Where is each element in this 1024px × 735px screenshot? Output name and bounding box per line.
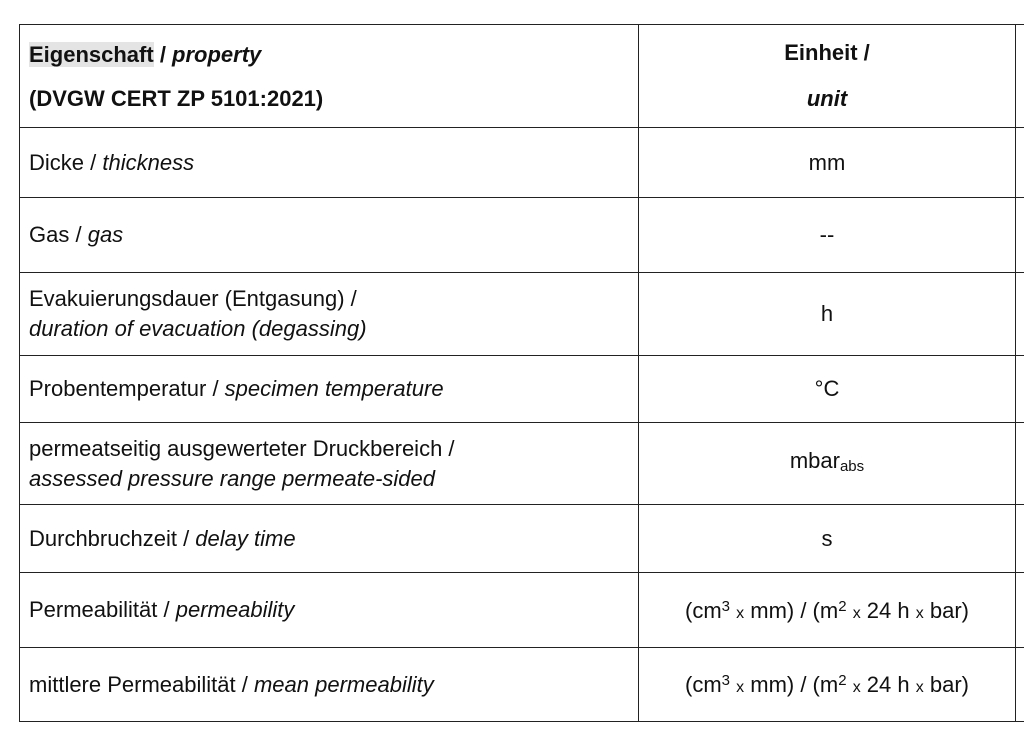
unit-part: bar): [923, 597, 969, 623]
property-separator: /: [84, 149, 103, 175]
property-cell: [20, 505, 639, 573]
property-cell: [20, 648, 639, 722]
extra-column-cell: [1016, 273, 1024, 356]
table-row-thickness: [20, 128, 1024, 198]
property-de: Permeabilität: [29, 597, 158, 622]
property-de: Dicke: [29, 149, 85, 175]
property-en: thickness: [102, 149, 195, 175]
table-header-row: [20, 25, 1024, 128]
property-de: Probentemperatur: [29, 376, 207, 401]
property-separator: /: [69, 222, 88, 247]
table-row-pressure-range: [20, 423, 1024, 505]
unit-main: mbar: [789, 447, 840, 473]
property-en: mean permeability: [253, 671, 434, 697]
property-en: delay time: [195, 525, 296, 551]
unit-cell: [639, 573, 1016, 648]
unit-times: x: [852, 679, 861, 696]
table-row-mean-permeability: [20, 648, 1024, 722]
property-en: specimen temperature: [224, 376, 444, 401]
table-row-delay-time: [20, 505, 1024, 573]
extra-column-cell: [1016, 356, 1024, 423]
property-de: Durchbruchzeit: [29, 525, 177, 551]
property-en: assessed pressure range permeate-sided: [29, 465, 436, 491]
unit-times: x: [736, 604, 745, 622]
unit-times: x: [736, 679, 745, 696]
extra-column-cell: [1016, 128, 1024, 198]
extra-column-cell: [1016, 198, 1024, 273]
property-separator: /: [206, 376, 225, 401]
unit-cell: [639, 648, 1016, 722]
property-de: Evakuierungsdauer (Entgasung) /: [29, 286, 357, 311]
property-cell: [20, 423, 639, 505]
unit-superscript: 2: [838, 597, 847, 615]
header-unit-cell: [639, 25, 1016, 128]
header-property-cell: [20, 25, 639, 128]
extra-column-cell: [1016, 573, 1024, 648]
table-row-permeability: [20, 573, 1024, 648]
unit-part: 24 h: [860, 672, 916, 697]
unit-part: (cm: [685, 672, 722, 697]
property-cell: [20, 273, 639, 356]
property-separator: /: [176, 525, 196, 551]
property-en: permeability: [175, 597, 295, 622]
property-cell: [20, 128, 639, 198]
table-row-temperature: [20, 356, 1024, 423]
header-standard: (DVGW CERT ZP 5101:2021): [29, 86, 324, 111]
property-separator: /: [157, 597, 176, 622]
unit-superscript: 2: [838, 672, 847, 689]
property-en: gas: [87, 222, 124, 247]
unit-cell: mm: [639, 128, 1016, 198]
unit-cell: °C: [639, 356, 1016, 423]
unit-times: x: [915, 604, 924, 622]
property-de: Gas: [29, 222, 70, 247]
unit-part: mm) / (m: [744, 597, 839, 623]
unit-part: 24 h: [860, 597, 916, 623]
unit-subscript: abs: [839, 457, 865, 475]
unit-cell: --: [639, 198, 1016, 273]
unit-part: mm) / (m: [744, 672, 839, 697]
unit-part: (cm: [685, 597, 722, 623]
properties-table: [19, 24, 1024, 722]
header-separator: /: [153, 42, 173, 67]
property-cell: [20, 356, 639, 423]
header-unit-en: unit: [806, 86, 848, 111]
property-de: mittlere Permeabilität: [29, 671, 236, 697]
unit-superscript: 3: [721, 672, 730, 689]
table-row-gas: [20, 198, 1024, 273]
header-unit-de: Einheit /: [784, 40, 870, 65]
extra-column-cell: [1016, 505, 1024, 573]
header-property-de: Eigenschaft: [29, 42, 154, 67]
header-property-en: property: [172, 42, 262, 67]
property-en: duration of evacuation (degassing): [29, 316, 367, 341]
unit-part: bar): [923, 672, 969, 697]
property-cell: [20, 198, 639, 273]
extra-column-cell: [1016, 648, 1024, 722]
property-separator: /: [235, 671, 254, 697]
unit-times: x: [852, 604, 861, 622]
extra-column-cell: [1016, 25, 1024, 128]
unit-cell: [639, 423, 1016, 505]
unit-superscript: 3: [721, 597, 730, 615]
unit-cell: h: [639, 273, 1016, 356]
unit-cell: s: [639, 505, 1016, 573]
property-cell: [20, 573, 639, 648]
property-de: permeatseitig ausgewerteter Druckbereich /: [29, 435, 455, 461]
unit-times: x: [915, 679, 924, 696]
extra-column-cell: [1016, 423, 1024, 505]
table-row-evacuation: [20, 273, 1024, 356]
